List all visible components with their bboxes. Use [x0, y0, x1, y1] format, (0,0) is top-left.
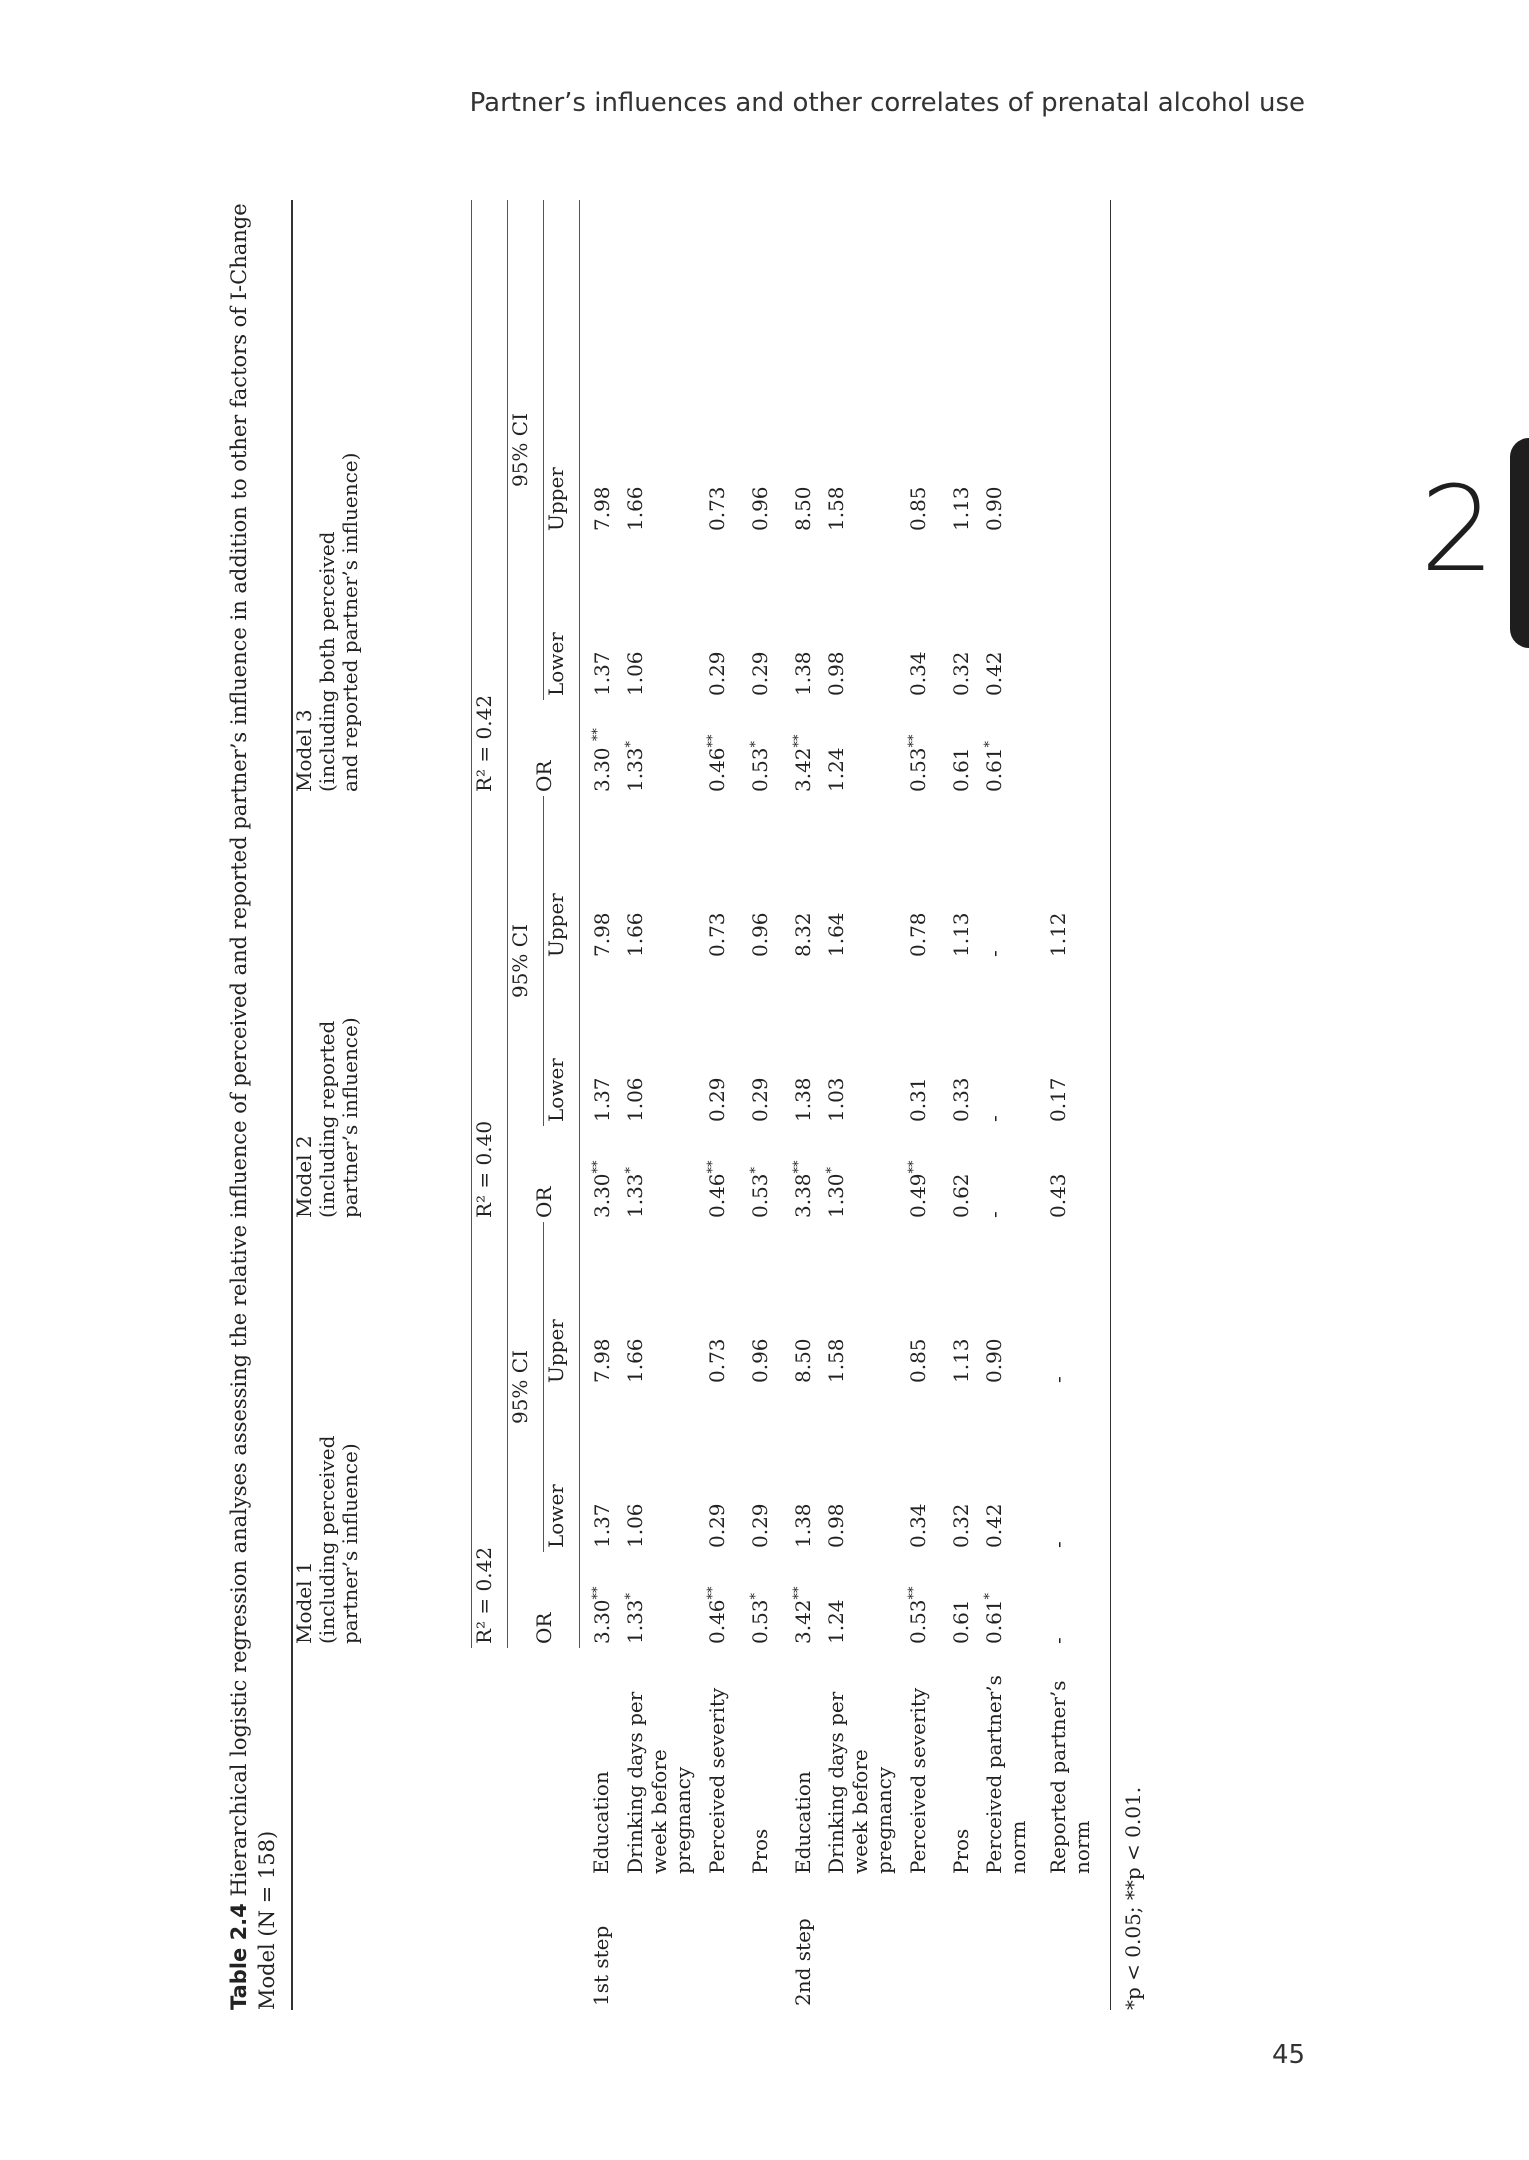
ci-upper-cell: 0.85	[905, 486, 930, 531]
ci-lower-cell: 0.98	[824, 651, 848, 696]
ci-lower-cell: 0.29	[704, 1077, 729, 1122]
or-header: OR	[508, 700, 580, 796]
ci-lower-cell: 1.37	[589, 651, 614, 696]
ci-lower-cell: 0.32	[948, 1503, 973, 1548]
chapter-number: 2	[1420, 460, 1496, 598]
ci-lower-cell: 0.29	[747, 1503, 772, 1548]
ci-lower-cell	[1046, 535, 1111, 700]
variable-cell: Education	[589, 1771, 614, 1874]
ci-lower-cell: 1.06	[623, 651, 647, 696]
table-row	[896, 200, 939, 2010]
ci-upper-cell: 7.98	[589, 1338, 614, 1383]
ci-lower-cell: 1.38	[790, 1503, 815, 1548]
ci-upper-cell: 0.90	[982, 1338, 1006, 1383]
ci-upper-cell: 1.13	[948, 486, 973, 531]
ci-upper-cell: 1.12	[1046, 796, 1111, 961]
table-caption-label: Table 2.4	[227, 1903, 251, 2010]
variable-cell: Pros	[747, 1828, 772, 1874]
or-cell: 1.33*	[623, 740, 647, 792]
or-cell: 1.30*	[824, 1166, 848, 1218]
rotated-table-block	[225, 200, 1145, 2010]
page-number: 45	[1272, 2040, 1306, 2070]
step-cell	[939, 1878, 982, 2010]
step-cell	[1046, 1878, 1111, 2010]
ci-lower-cell: 1.38	[790, 651, 815, 696]
ci-lower-cell: 0.31	[905, 1077, 930, 1122]
ci-upper-cell: 1.58	[824, 1338, 848, 1383]
ci-upper-cell: 1.13	[948, 912, 973, 957]
ci-upper-cell: 0.78	[905, 912, 930, 957]
table-row	[695, 200, 738, 2010]
or-header: OR	[508, 1552, 580, 1648]
ci-lower-cell: 1.37	[589, 1503, 614, 1548]
step-cell: 2nd step	[790, 1918, 815, 2006]
or-cell: 0.46**	[704, 734, 729, 792]
ci-upper-cell: 0.90	[982, 486, 1006, 531]
ci-upper-cell: 0.96	[747, 912, 772, 957]
ci-lower-cell: 0.34	[905, 1503, 930, 1548]
or-cell: 0.53**	[905, 734, 930, 792]
or-cell: 0.62	[948, 1173, 973, 1218]
table-row	[939, 200, 982, 2010]
or-cell: 0.46**	[704, 1160, 729, 1218]
ci-upper-cell: 0.96	[747, 1338, 772, 1383]
table-row	[738, 200, 781, 2010]
ci-upper-cell: 1.66	[623, 1338, 647, 1383]
step-cell	[623, 1878, 695, 2010]
running-header: Partner’s influences and other correlates of prenatal alcohol use	[469, 88, 1305, 118]
step-cell	[896, 1878, 939, 2010]
upper-header: Upper	[544, 796, 580, 961]
or-cell: 0.61	[948, 747, 973, 792]
ci-lower-cell: 1.06	[623, 1503, 647, 1548]
table-body	[580, 200, 1111, 2010]
ci-upper-cell: 1.13	[948, 1338, 973, 1383]
upper-header: Upper	[544, 1222, 580, 1387]
lower-header: Lower	[544, 1387, 580, 1552]
table-row	[1046, 200, 1111, 2010]
ci-upper-cell: 7.98	[589, 486, 614, 531]
variable-cell: Perceived severity	[905, 1687, 930, 1874]
ci-lower-cell: 0.29	[704, 1503, 729, 1548]
ci-upper-cell: 0.73	[704, 1338, 729, 1383]
or-cell: 0.61*	[982, 1592, 1006, 1644]
ci-upper-cell: 8.50	[790, 486, 815, 531]
or-cell: 1.33*	[623, 1166, 647, 1218]
ci-header: 95% CI	[508, 1222, 544, 1552]
table-row	[580, 200, 624, 2010]
table-caption	[225, 200, 283, 2010]
ci-upper-cell: 1.66	[623, 912, 647, 957]
or-cell: 0.53*	[747, 1592, 772, 1644]
ci-lower-cell: 0.17	[1046, 961, 1111, 1126]
ci-lower-cell: 0.29	[704, 651, 729, 696]
ci-header: 95% CI	[508, 200, 544, 700]
ci-upper-cell: 0.96	[747, 486, 772, 531]
or-cell: 0.61*	[982, 740, 1006, 792]
or-cell: 0.43	[1046, 1126, 1111, 1222]
ci-upper-cell: 0.85	[905, 1338, 930, 1383]
ci-lower-cell: 0.32	[948, 651, 973, 696]
or-cell: 0.46**	[704, 1586, 729, 1644]
ci-upper-cell: 1.64	[824, 912, 848, 957]
or-header: OR	[508, 1126, 580, 1222]
or-cell: -	[1046, 1552, 1111, 1648]
or-cell: 1.24	[824, 1599, 848, 1644]
or-cell: 0.61	[948, 1599, 973, 1644]
variable-cell: Education	[790, 1771, 815, 1874]
upper-header: Upper	[544, 200, 580, 535]
ci-lower-cell: 0.34	[905, 651, 930, 696]
chapter-tab	[1510, 438, 1529, 648]
ci-upper-cell: 8.32	[790, 912, 815, 957]
table-row	[982, 200, 1046, 2010]
ci-lower-cell: 0.42	[982, 651, 1006, 696]
ci-upper-cell: 0.73	[704, 486, 729, 531]
table-row	[781, 200, 824, 2010]
or-cell: 0.53**	[905, 1586, 930, 1644]
ci-lower-cell: 0.33	[948, 1077, 973, 1122]
model-2-r2: R² = 0.40	[472, 796, 508, 1222]
model-3-header: Model 3 (including both perceived and reported partner’s influence)	[292, 200, 472, 796]
ci-upper-cell: 8.50	[790, 1338, 815, 1383]
step-cell: 1st step	[589, 1925, 614, 2006]
ci-upper-cell: -	[982, 950, 1006, 957]
step-cell	[738, 1878, 781, 2010]
model-1-header: Model 1 (including perceived partner’s influence)	[292, 1222, 472, 1648]
or-cell: -	[982, 1211, 1006, 1218]
ci-lower-cell: 0.29	[747, 1077, 772, 1122]
model-3-r2: R² = 0.42	[472, 200, 508, 796]
or-cell: 0.49**	[905, 1160, 930, 1218]
ci-upper-cell	[1046, 200, 1111, 535]
table-row	[824, 200, 896, 2010]
ci-upper-cell: 0.73	[704, 912, 729, 957]
ci-lower-cell: -	[982, 1115, 1006, 1122]
ci-lower-cell: 0.42	[982, 1503, 1006, 1548]
lower-header: Lower	[544, 535, 580, 700]
ci-lower-cell: 1.37	[589, 1077, 614, 1122]
regression-table	[291, 200, 1111, 2010]
ci-header: 95% CI	[508, 796, 544, 1126]
ci-upper-cell: 7.98	[589, 912, 614, 957]
table-footnote: *p < 0.05; **p < 0.01.	[1121, 1786, 1145, 2010]
model-1-r2: R² = 0.42	[472, 1222, 508, 1648]
variable-cell: Perceived severity	[704, 1687, 729, 1874]
or-cell: 3.30**	[589, 1586, 614, 1644]
or-cell: 3.30**	[589, 1160, 614, 1218]
variable-cell: Drinking days per week before pregnancy	[824, 1691, 896, 1874]
lower-header: Lower	[544, 961, 580, 1126]
ci-lower-cell: -	[1046, 1387, 1111, 1552]
table-row	[623, 200, 695, 2010]
or-cell: 3.42**	[790, 1586, 815, 1644]
variable-cell: Drinking days per week before pregnancy	[623, 1691, 695, 1874]
or-cell: 1.33*	[623, 1592, 647, 1644]
ci-upper-cell: 1.58	[824, 486, 848, 531]
variable-cell: Perceived partner’s norm	[982, 1675, 1030, 1874]
or-cell: 0.53*	[747, 740, 772, 792]
step-cell	[982, 1878, 1046, 2010]
or-cell	[1046, 700, 1111, 796]
ci-lower-cell: 1.38	[790, 1077, 815, 1122]
or-cell: 3.30 **	[589, 728, 614, 792]
or-cell: 1.24	[824, 747, 848, 792]
variable-cell: Reported partner’s norm	[1046, 1648, 1111, 1878]
ci-lower-cell: 0.98	[824, 1503, 848, 1548]
or-cell: 0.53*	[747, 1166, 772, 1218]
model-2-header: Model 2 (including reported partner’s influence)	[292, 796, 472, 1222]
step-cell	[824, 1878, 896, 2010]
step-cell	[695, 1878, 738, 2010]
ci-lower-cell: 0.29	[747, 651, 772, 696]
ci-lower-cell: 1.03	[824, 1077, 848, 1122]
or-cell: 3.38**	[790, 1160, 815, 1218]
ci-upper-cell: 1.66	[623, 486, 647, 531]
table-caption-text: Hierarchical logistic regression analyses assessing the relative influence of perceived and reported partner’s influence in addition to other factors of I-Change Model (N = 158)	[227, 203, 280, 2010]
ci-upper-cell: -	[1046, 1222, 1111, 1387]
or-cell: 3.42**	[790, 734, 815, 792]
ci-lower-cell: 1.06	[623, 1077, 647, 1122]
variable-cell: Pros	[948, 1828, 973, 1874]
